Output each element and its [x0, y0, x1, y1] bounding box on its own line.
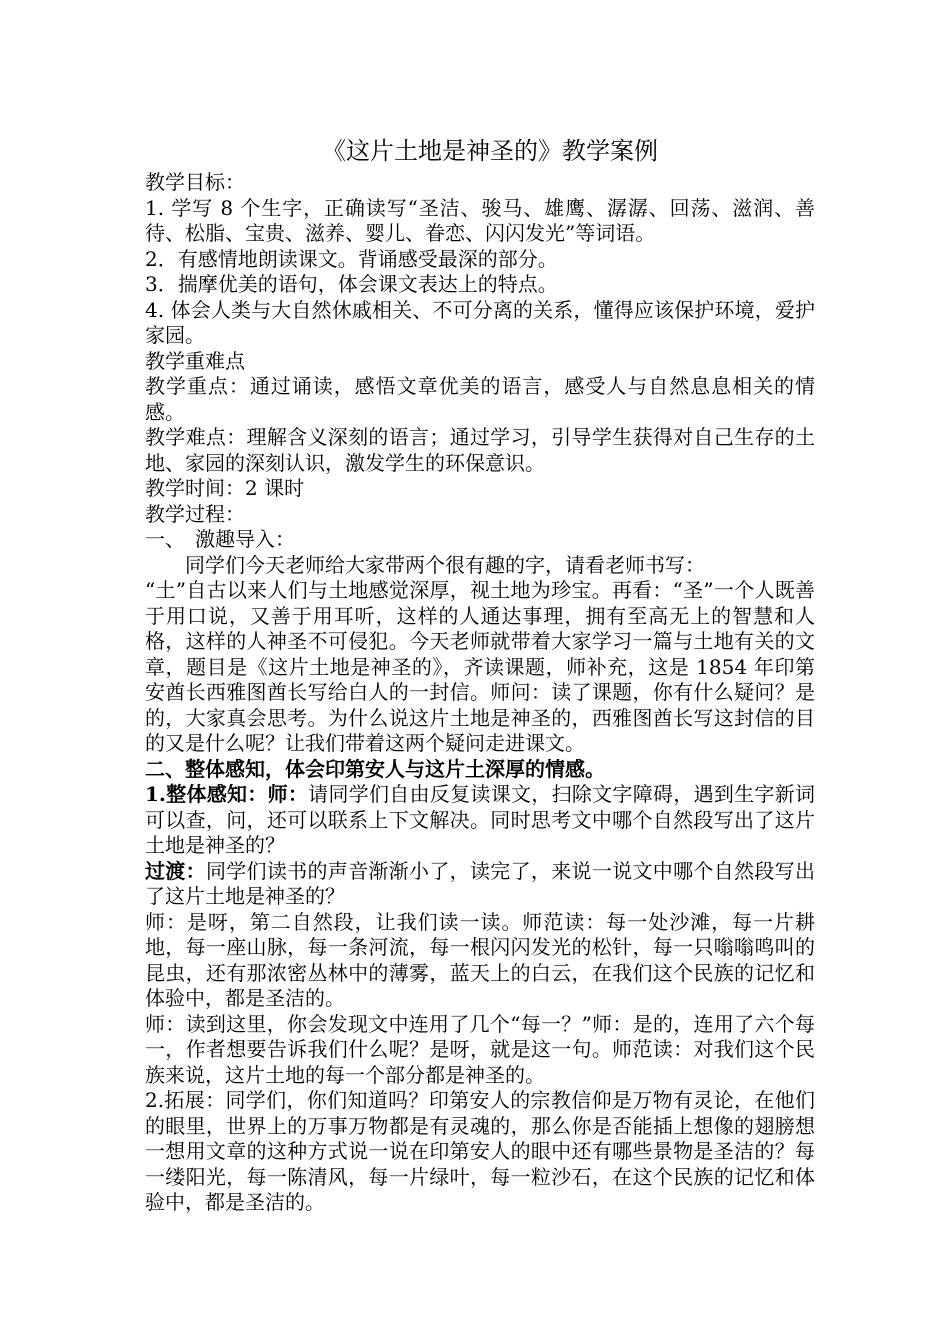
- document-page: [145, 136, 815, 1216]
- goal-item-1: 1. 学写 8 个生字，正确读写“圣洁、骏马、雄鹰、潺潺、回荡、滋润、善待、松脂、宝贵、滋养、婴儿、眷恋、闪闪发光”等词语。: [145, 195, 815, 245]
- section1-heading: 一、 激趣导入：: [145, 527, 295, 551]
- teaching-focus: 教学重点：通过诵读，感悟文章优美的语言，感受人与自然息息相关的情感。: [145, 374, 815, 424]
- section2-paragraph-4: 师：读到这里，你会发现文中连用了几个“每一？”师：是的，连用了六个每一，作者想要告诉我们什么呢？是呀，就是这一句。师范读：对我们这个民族来说，这片土地的每一个部分都是神圣的。: [145, 1011, 815, 1087]
- section2-p1-text: 请同学们自由反复读课文，扫除文字障碍，遇到生字新词可以查，问，还可以联系上下文解决。同时思考文中哪个自然段写出了这片土地是神圣的？: [145, 782, 815, 857]
- section1-paragraph-1: 同学们今天老师给大家带两个很有趣的字，请看老师书写：: [185, 552, 705, 577]
- section1-paragraph-2: “土”自古以来人们与土地感觉深厚，视土地为珍宝。再看：“圣”一个人既善于用口说，又善于用耳听，这样的人通达事理，拥有至高无上的智慧和人格，这样的人神圣不可侵犯。今天老师就带着大家学习一篇与土地有关的文章，题目是《这片土地是神圣的》，齐读课题，师补充，这是 1854 年印第安酋长西雅图酋长写给白人的一封信。师问：读了课题，你有什么疑问？是的，大家真会思考。为什么说这片土地是神圣的，西雅图酋长写这封信的目的又是什么呢？让我们带着这两个疑问走进课文。: [145, 578, 815, 755]
- teaching-difficulty: 教学难点：理解含义深刻的语言；通过学习，引导学生获得对自己生存的土地、家园的深刻认识，激发学生的环保意识。: [145, 425, 815, 475]
- section2-p2-text: 同学们读书的声音渐渐小了，读完了，来说一说文中哪个自然段写出了这片土地是神圣的？: [145, 858, 815, 908]
- section2-p2-label: 过渡：: [145, 858, 206, 883]
- section2-paragraph-5: 2.拓展：同学们，你们知道吗？印第安人的宗教信仰是万物有灵论，在他们的眼里，世界上的万事万物都是有灵魂的，那么你是否能插上想像的翅膀想一想用文章的这种方式说一说在印第安人的眼中还有哪些景物是圣洁的？每一缕阳光，每一陈清风，每一片绿叶，每一粒沙石，在这个民族的记忆和体验中，都是圣洁的。: [145, 1088, 815, 1214]
- teaching-time: 教学时间：2 课时: [145, 476, 305, 500]
- process-heading: 教学过程：: [145, 501, 245, 526]
- goal-item-2: 2．有感情地朗读课文。背诵感受最深的部分。: [145, 246, 558, 271]
- document-title: 《这片土地是神圣的》教学案例: [322, 137, 658, 165]
- section2-p1-label: 1.整体感知：师：: [145, 782, 309, 806]
- section2-paragraph-3: 师：是呀，第二自然段，让我们读一读。师范读：每一处沙滩，每一片耕地，每一座山脉，每一条河流，每一根闪闪发光的松针，每一只嗡嗡鸣叫的昆虫，还有那浓密丛林中的薄雾，蓝天上的白云，在我们这个民族的记忆和体验中，都是圣洁的。: [145, 909, 815, 1010]
- goal-item-3: 3．揣摩优美的语句，体会课文表达上的特点。: [145, 272, 558, 296]
- key-points-heading: 教学重难点: [145, 348, 245, 373]
- goal-item-4: 4. 体会人类与大自然休戚相关、不可分离的关系，懂得应该保护环境，爱护家园。: [145, 297, 815, 347]
- goals-heading: 教学目标：: [145, 170, 245, 194]
- section2-paragraph-1: [145, 782, 815, 859]
- section2-heading: 二、整体感知，体会印第安人与这片土深厚的情感。: [145, 756, 605, 781]
- section2-paragraph-2: [145, 859, 815, 910]
